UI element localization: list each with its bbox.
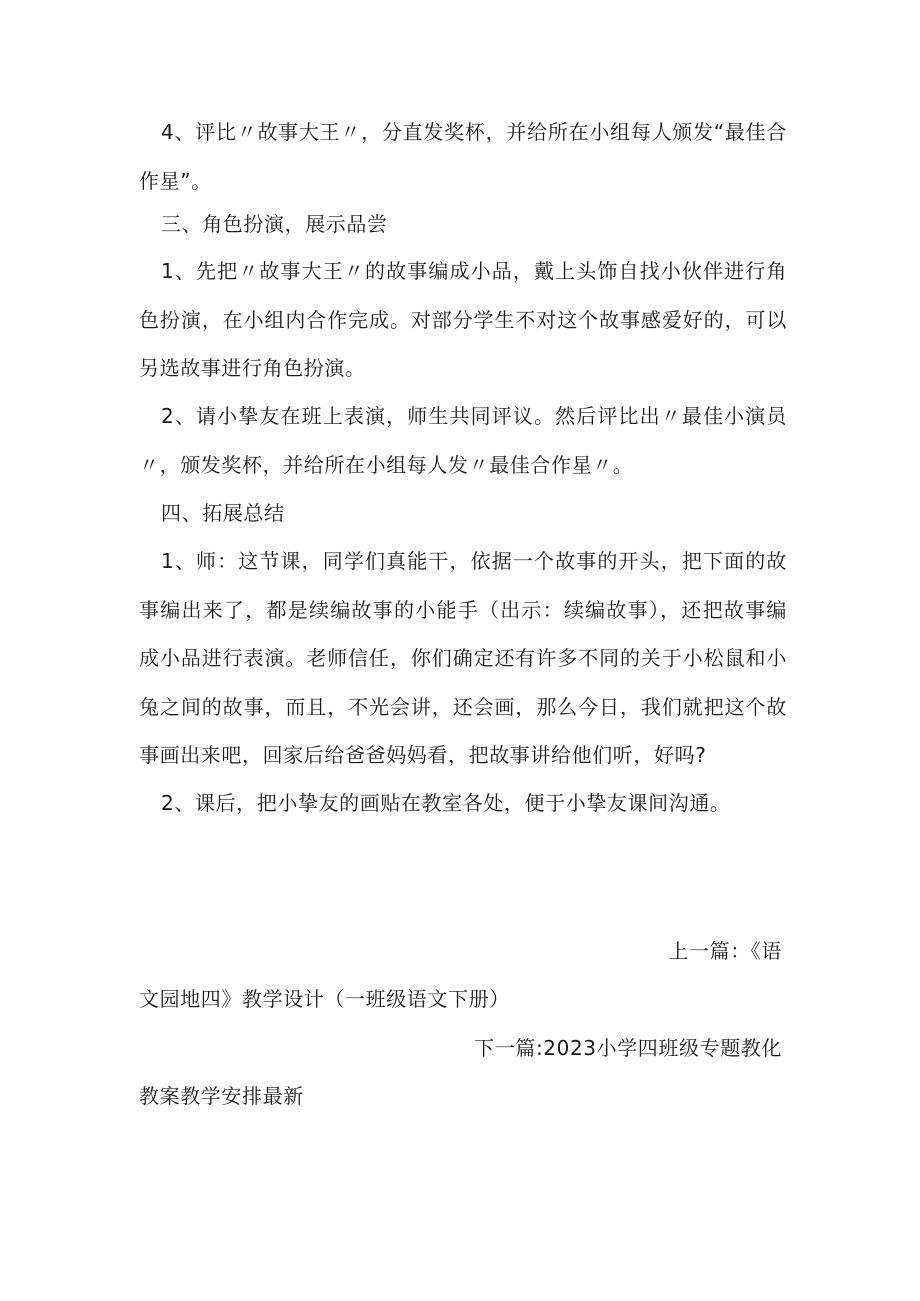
- next-article-link[interactable]: 下一篇:2023小学四班级专题教化: [474, 1036, 782, 1060]
- paragraph-after-class: 2、课后，把小挚友的画贴在教室各处，便于小挚友课间沟通。: [161, 791, 731, 815]
- paragraph-role-play-skit: 1、先把〃故事大王〃的故事编成小品，戴上头饰自找小伙伴进行角色扮演，在小组内合作完成。对部分学生不对这个故事感爱好的，可以另选故事进行角色扮演。: [139, 259, 787, 380]
- paragraph-class-performance: 2、请小挚友在班上表演，师生共同评议。然后评比出〃最佳小演员〃，颁发奖杯，并给所在小组每人发〃最佳合作星〃。: [139, 404, 787, 477]
- paragraph-award-story-king: 4、评比〃故事大王〃，分直发奖杯，并给所在小组每人颁发“最佳合作星”。: [139, 120, 787, 193]
- section-heading-summary: 四、拓展总结: [161, 501, 285, 525]
- prev-article-link-continued[interactable]: 文园地四》教学设计（一班级语文下册）: [139, 987, 510, 1011]
- section-heading-role-play: 三、角色扮演，展示品尝: [161, 212, 388, 236]
- prev-article-link[interactable]: 上一篇：《语: [668, 939, 782, 963]
- next-article-link-continued[interactable]: 教案教学安排最新: [139, 1084, 304, 1108]
- paragraph-teacher-summary: 1、师：这节课，同学们真能干，依据一个故事的开头，把下面的故事编出来了，都是续编故事的小能手（出示：续编故事），还把故事编成小品进行表演。老师信任，你们确定还有许多不同的关于小松鼠和小兔之间的故事，而且，不光会讲，还会画，那么今日，我们就把这个故事画出来吧，回家后给爸爸妈妈看，把故事讲给他们听，好吗?: [139, 549, 787, 767]
